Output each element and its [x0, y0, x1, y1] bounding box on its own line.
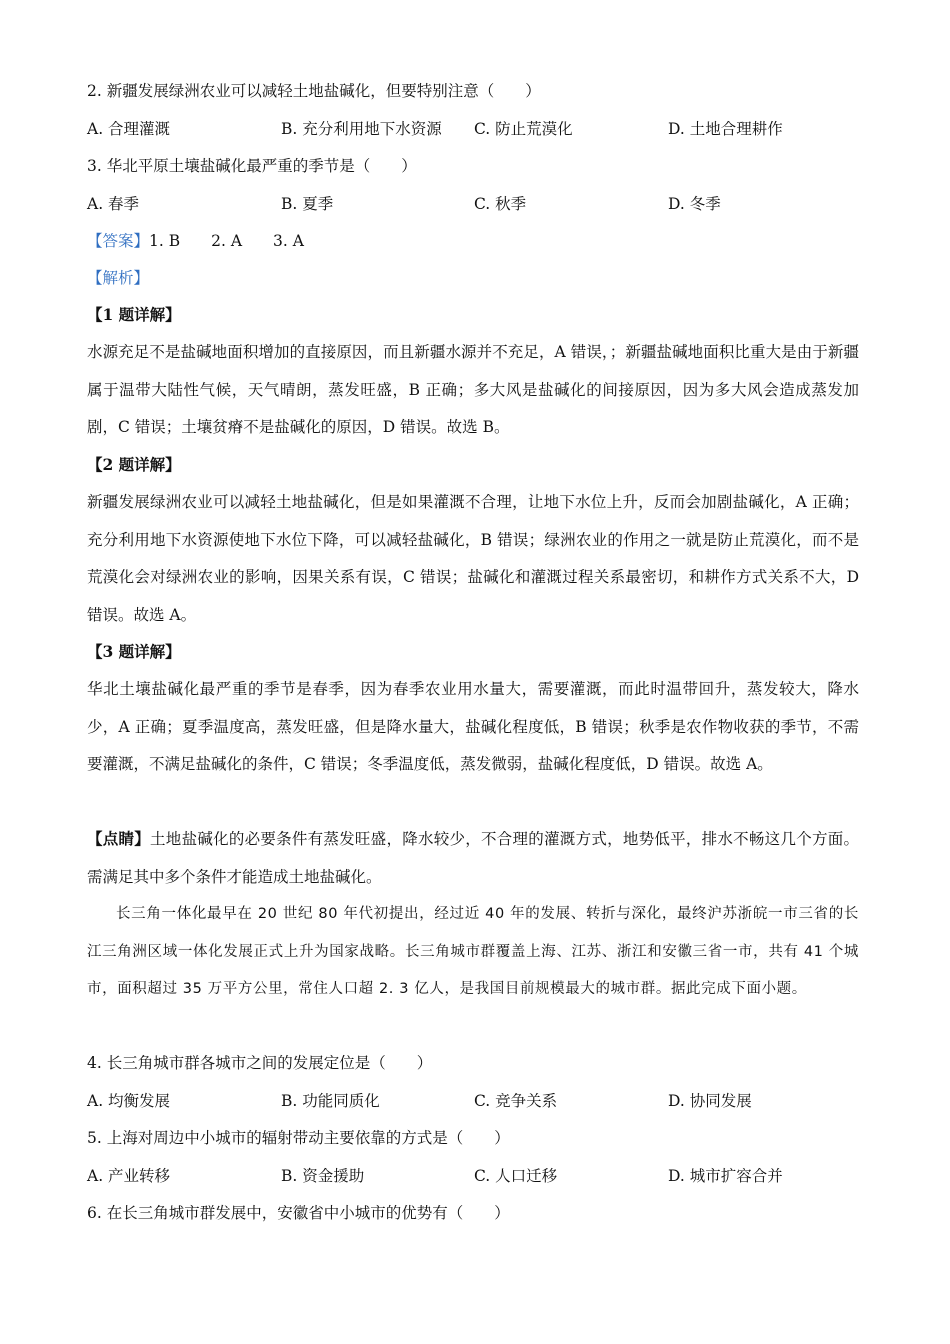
- dianjing-text: 土地盐碱化的必要条件有蒸发旺盛，降水较少，不合理的灌溉方式，地势低平，排水不畅这几个方面。需满足其中多个条件才能造成土地盐碱化。: [87, 830, 859, 886]
- q5-option-c: C. 人口迁移: [474, 1167, 558, 1185]
- q4-option-b: B. 功能同质化: [281, 1092, 380, 1110]
- answer-values: 1. B 2. A 3. A: [149, 232, 304, 250]
- dianjing-block: [87, 820, 859, 896]
- reading-passage: 长三角一体化最早在 20 世纪 80 年代初提出，经过近 40 年的发展、转折与深化，最终沪苏浙皖一市三省的长江三角洲区域一体化发展正式上升为国家战略。长三角城市群覆盖上海、江苏、浙江和安徽三省一市，共有 41 个城市，面积超过 35 万平方公里，常住人口超 2. 3 亿人，是我国目前规模最大的城市群。据此完成下面小题。: [87, 906, 859, 997]
- q5-option-d: D. 城市扩容合并: [668, 1167, 783, 1185]
- q2-option-b: B. 充分利用地下水资源: [281, 120, 442, 138]
- q2-option-d: D. 土地合理耕作: [668, 120, 783, 138]
- q4-option-c: C. 竞争关系: [474, 1092, 558, 1110]
- dianjing-label: 【点睛】: [87, 829, 151, 848]
- q5-option-b: B. 资金援助: [281, 1167, 365, 1185]
- analysis-label: 【解析】: [87, 269, 150, 287]
- q3-option-c: C. 秋季: [474, 195, 527, 213]
- detail-1-title: 【1 题详解】: [87, 305, 181, 324]
- q4-option-a: A. 均衡发展: [87, 1092, 171, 1110]
- answer-line: [87, 231, 304, 251]
- question-2-stem: 2. 新疆发展绿洲农业可以减轻土地盐碱化，但要特别注意（ ）: [87, 82, 541, 100]
- q2-option-a: A. 合理灌溉: [87, 120, 171, 138]
- q2-option-c: C. 防止荒漠化: [474, 120, 573, 138]
- detail-1-text: 水源充足不是盐碱地面积增加的直接原因，而且新疆水源并不充足，A 错误，；新疆盐碱地面积比重大是由于新疆属于温带大陆性气候，天气晴朗，蒸发旺盛，B 正确；多大风是盐碱化的间接原因，因为多大风会造成蒸发加剧，C 错误；土壤贫瘠不是盐碱化的原因，D 错误。故选 B。: [87, 343, 859, 436]
- q4-option-d: D. 协同发展: [668, 1092, 752, 1110]
- question-4-stem: 4. 长三角城市群各城市之间的发展定位是（ ）: [87, 1054, 433, 1072]
- detail-3-title: 【3 题详解】: [87, 642, 181, 661]
- detail-2-title: 【2 题详解】: [87, 455, 181, 474]
- answer-label: 【答案】: [87, 232, 150, 250]
- q3-option-d: D. 冬季: [668, 195, 721, 213]
- q3-option-a: A. 春季: [87, 195, 140, 213]
- q5-option-a: A. 产业转移: [87, 1167, 171, 1185]
- question-3-stem: 3. 华北平原土壤盐碱化最严重的季节是（ ）: [87, 157, 417, 175]
- question-6-stem: 6. 在长三角城市群发展中，安徽省中小城市的优势有（ ）: [87, 1204, 510, 1222]
- question-5-stem: 5. 上海对周边中小城市的辐射带动主要依靠的方式是（ ）: [87, 1129, 510, 1147]
- q3-option-b: B. 夏季: [281, 195, 334, 213]
- detail-3-text: 华北土壤盐碱化最严重的季节是春季，因为春季农业用水量大，需要灌溉，而此时温带回升，蒸发较大，降水少，A 正确；夏季温度高，蒸发旺盛，但是降水量大，盐碱化程度低，B 错误；秋季是农作物收获的季节，不需要灌溉，不满足盐碱化的条件，C 错误；冬季温度低，蒸发微弱，盐碱化程度低，D 错误。故选 A。: [87, 680, 859, 773]
- detail-2-text: 新疆发展绿洲农业可以减轻土地盐碱化，但是如果灌溉不合理，让地下水位上升，反而会加剧盐碱化，A 正确；充分利用地下水资源使地下水位下降，可以减轻盐碱化，B 错误；绿洲农业的作用之一就是防止荒漠化，而不是荒漠化会对绿洲农业的影响，因果关系有误，C 错误；盐碱化和灌溉过程关系最密切，和耕作方式关系不大，D 错误。故选 A。: [87, 493, 859, 624]
